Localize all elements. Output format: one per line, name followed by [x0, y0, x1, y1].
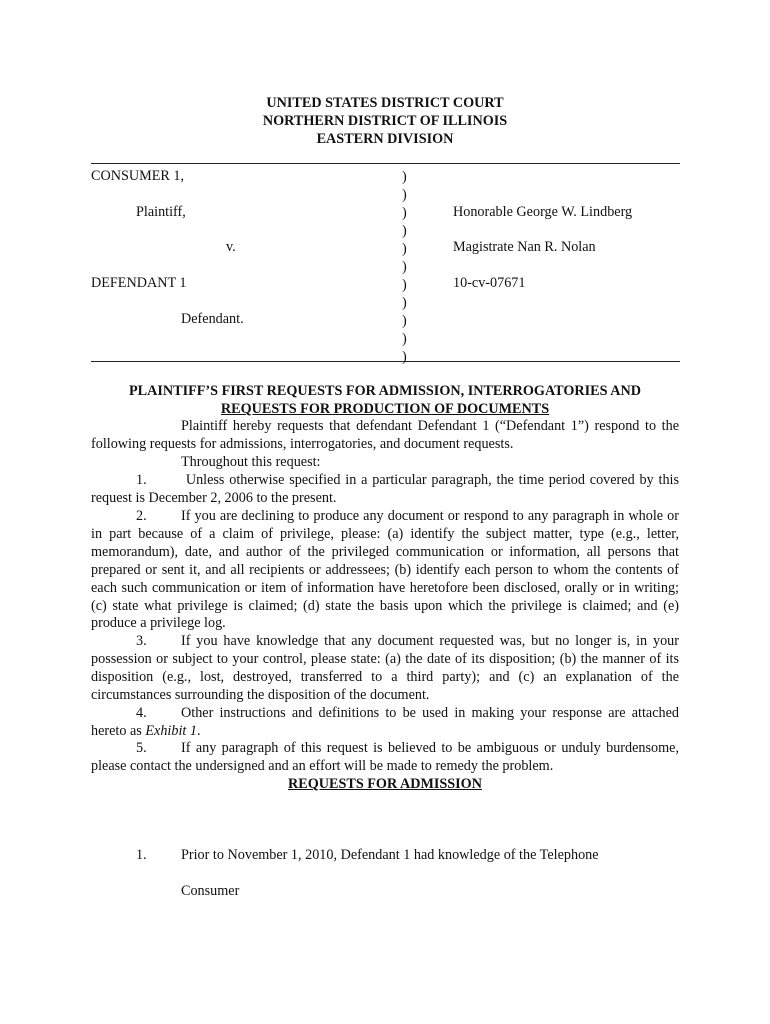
instruction-number: 2. [136, 508, 147, 524]
magistrate-name: Magistrate Nan R. Nolan [453, 239, 596, 255]
caption-paren-column [402, 168, 414, 366]
caption-top-rule [91, 163, 680, 164]
court-division: EASTERN DIVISION [316, 131, 454, 147]
instruction-number: 4. [136, 705, 147, 721]
caption-paren: ) [402, 313, 407, 329]
caption-paren: ) [402, 349, 407, 365]
caption-paren: ) [402, 169, 407, 185]
caption-bottom-rule [91, 361, 680, 362]
caption-paren: ) [402, 187, 407, 203]
case-number: 10-cv-07671 [453, 275, 526, 291]
instruction-number: 5. [136, 740, 147, 756]
admission-text: Prior to November 1, 2010, Defendant 1 had knowledge of the Telephone [181, 847, 599, 863]
court-name: UNITED STATES DISTRICT COURT [266, 95, 504, 111]
document-title: PLAINTIFF’S FIRST REQUESTS FOR ADMISSION, INTERROGATORIES AND [128, 383, 642, 399]
admissions-heading: REQUESTS FOR ADMISSION [288, 776, 482, 792]
instruction-number: 1. [136, 472, 147, 488]
instruction-text: If you are declining to produce any document or respond to any paragraph in whole or in part because of a claim of privilege, please: (a) identify the subject matter, type (e.g., letter, memorandum), date, and author of the privileged communication or information, all persons that prepared or sent it, and all recipients or addressees; (b) identify each person to whom the contents of each such communication or item of information have heretofore been disclosed, orally or in writing; (c) state what privilege is claimed; (d) state the basis upon which the privilege is claimed; and (e) produce a privilege log. [91, 508, 679, 632]
document-subtitle: REQUESTS FOR PRODUCTION OF DOCUMENTS [220, 401, 550, 417]
court-district: NORTHERN DISTRICT OF ILLINOIS [262, 113, 508, 129]
instruction-text: Other instructions and definitions to be used in making your response are attached hereto as [91, 705, 679, 739]
plaintiff-role: Plaintiff, [136, 204, 186, 220]
instruction-text: If any paragraph of this request is believed to be ambiguous or unduly burdensome, please contact the undersigned and an effort will be made to remedy the problem. [91, 740, 679, 774]
instruction-2 [91, 508, 679, 633]
admission-1 [91, 847, 679, 865]
caption-paren: ) [402, 205, 407, 221]
plaintiff-name: CONSUMER 1, [91, 168, 185, 184]
instruction-number: 3. [136, 633, 147, 649]
intro-paragraph: Plaintiff hereby requests that defendant Defendant 1 (“Defendant 1”) respond to the following requests for admissions, interrogatories, and document requests. [91, 418, 679, 452]
defendant-role: Defendant. [181, 311, 244, 327]
instruction-1 [91, 472, 679, 508]
instruction-text: Unless otherwise specified in a particular paragraph, the time period covered by this request is December 2, 2006 to the present. [91, 472, 679, 506]
admission-continued: Consumer [181, 883, 240, 899]
instruction-text: If you have knowledge that any document requested was, but no longer is, in your possession or subject to your control, please state: (a) the date of its disposition; (b) the manner of its disposition (e.g., lost, destroyed, transferred to a third party); and (c) an explanation of the circumstances surrounding the disposition of the document. [91, 633, 679, 703]
caption-paren: ) [402, 295, 407, 311]
defendant-name: DEFENDANT 1 [91, 275, 187, 291]
caption-paren: ) [402, 277, 407, 293]
instruction-4 [91, 705, 679, 741]
caption-paren: ) [402, 241, 407, 257]
instruction-5 [91, 740, 679, 776]
admission-number: 1. [136, 847, 147, 863]
versus: v. [226, 239, 236, 255]
throughout-line: Throughout this request: [181, 454, 321, 470]
instruction-tail: . [197, 722, 201, 739]
judge-name: Honorable George W. Lindberg [453, 204, 633, 220]
caption-paren: ) [402, 223, 407, 239]
caption-paren: ) [402, 259, 407, 275]
exhibit-reference: Exhibit 1 [145, 722, 197, 739]
caption-paren: ) [402, 331, 407, 347]
instruction-3 [91, 633, 679, 705]
